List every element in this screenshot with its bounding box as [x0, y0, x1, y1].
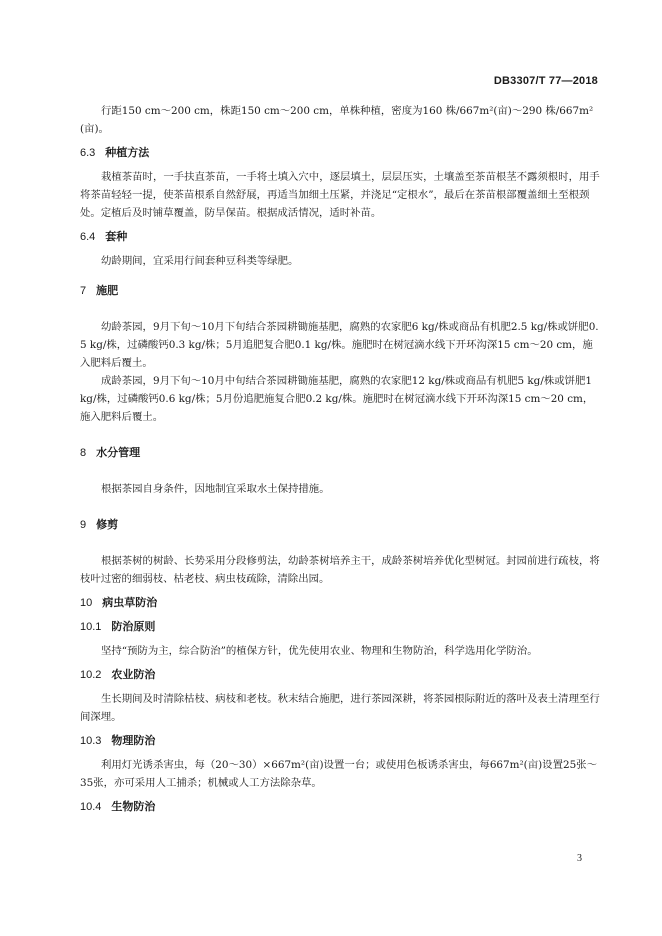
- heading-number: 7: [80, 285, 87, 297]
- paragraph-planting-method: 栽植茶苗时，一手扶直茶苗，一手将土填入穴中，逐层填土，层层压实，土壤盖至茶苗根茎不露须根时，用手将茶苗轻轻一提，使茶苗根系自然舒展，再适当加细土压紧，并浇足“定根水”，最后在茶苗根部覆盖细土至根颈处。定植后及时铺草覆盖，防旱保苗。根据成活情况，适时补苗。: [80, 171, 600, 219]
- paragraph-fertilizing-mature: 成龄茶园，9月下旬～10月中旬结合茶园耕锄施基肥，腐熟的农家肥12 kg/株或商品有机肥5 kg/株或饼肥1 kg/株，过磷酸钙0.6 kg/株；5月份追肥施复合肥0.2 kg/株。施肥时在树冠滴水线下开环沟深15 cm～20 cm，施入肥料后覆土。: [80, 375, 596, 423]
- heading-title: 水分管理: [96, 447, 141, 459]
- paragraph-pruning: 根据茶树的树龄、长势采用分段修剪法，幼龄茶树培养主干，成龄茶树培养优化型树冠。封园前进行疏枝，将枝叶过密的细弱枝、枯老枝、病虫枝疏除，清除出园。: [80, 555, 600, 585]
- heading-number: 6.3: [80, 147, 96, 159]
- heading-6-4: [80, 228, 600, 246]
- heading-number: 10.3: [80, 735, 102, 747]
- heading-title: 物理防治: [111, 735, 156, 747]
- heading-title: 防治原则: [111, 621, 156, 633]
- heading-title: 农业防治: [111, 669, 156, 681]
- page-number: 3: [577, 853, 582, 864]
- paragraph-spacing: 行距150 cm～200 cm，株距150 cm～200 cm，单株种植，密度为160 株/667m²(亩)～290 株/667m²(亩)。: [80, 105, 594, 135]
- heading-title: 生物防治: [111, 801, 156, 813]
- heading-number: 10.2: [80, 669, 102, 681]
- heading-8: [80, 444, 600, 462]
- heading-number: 10.1: [80, 621, 102, 633]
- heading-10-2: [80, 666, 600, 684]
- paragraph-agricultural-control: 生长期间及时清除枯枝、病枝和老枝。秋末结合施肥，进行茶园深耕，将茶园根际附近的落叶及表土清理至行间深埋。: [80, 693, 600, 723]
- heading-number: 10: [80, 597, 93, 609]
- heading-number: 10.4: [80, 801, 102, 813]
- heading-title: 施肥: [96, 285, 119, 297]
- heading-title: 修剪: [96, 519, 119, 531]
- heading-6-3: [80, 144, 600, 162]
- heading-title: 种植方法: [105, 147, 150, 159]
- heading-9: [80, 516, 600, 534]
- heading-title: 套种: [105, 231, 128, 243]
- paragraph-control-principle: 坚持“预防为主，综合防治”的植保方针，优先使用农业、物理和生物防治，科学选用化学防治。: [101, 645, 538, 657]
- heading-10-3: [80, 732, 600, 750]
- paragraph-intercropping: 幼龄期间，宜采用行间套种豆科类等绿肥。: [101, 255, 299, 267]
- heading-7: [80, 282, 600, 300]
- paragraph-physical-control: 利用灯光诱杀害虫，每（20～30）×667m²(亩)设置一台；或使用色板诱杀害虫，每667m²(亩)设置25张～35张，亦可采用人工捕杀；机械或人工方法除杂草。: [80, 759, 597, 789]
- heading-title: 病虫草防治: [102, 597, 158, 609]
- paragraph-water-management: 根据茶园自身条件，因地制宜采取水土保持措施。: [101, 483, 330, 495]
- heading-10-4: [80, 798, 600, 816]
- heading-number: 8: [80, 447, 87, 459]
- heading-number: 6.4: [80, 231, 96, 243]
- heading-number: 9: [80, 519, 87, 531]
- document-body: [80, 102, 600, 816]
- heading-10-1: [80, 618, 600, 636]
- document-code: DB3307/T 77—2018: [493, 75, 598, 87]
- heading-10: [80, 594, 600, 612]
- paragraph-fertilizing-young: 幼龄茶园，9月下旬～10月下旬结合茶园耕锄施基肥，腐熟的农家肥6 kg/株或商品有机肥2.5 kg/株或饼肥0.5 kg/株，过磷酸钙0.3 kg/株；5月追肥复合肥0.1 kg/株。施肥时在树冠滴水线下开环沟深15 cm～20 cm，施入肥料后覆土。: [80, 321, 599, 369]
